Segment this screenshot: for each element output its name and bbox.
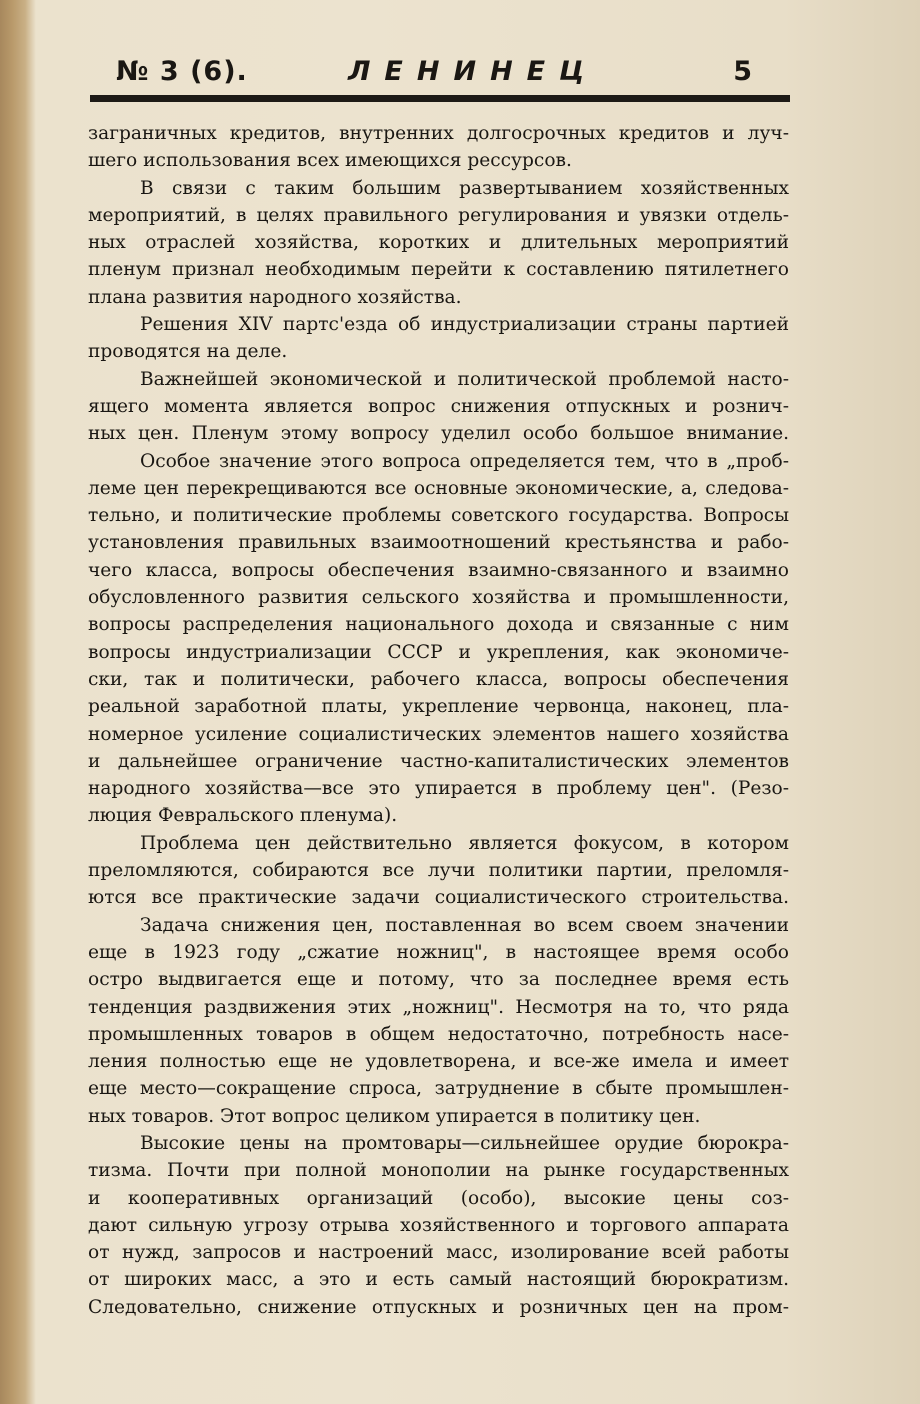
- text-line: Важнейшей экономической и политической проблемой насто-: [140, 368, 789, 390]
- text-line: ления полностью еще не удовлетворена, и все-же имела и имеет: [88, 1051, 789, 1073]
- periodical-title: ЛЕНИНЕЦ: [348, 56, 599, 87]
- text-line: шего использования всех имеющихся рессурсов.: [88, 150, 572, 172]
- article-body: [88, 120, 789, 1321]
- text-line: вопросы распределения национального дохода и связанные с ним: [88, 614, 789, 636]
- text-line: ных товаров. Этот вопрос целиком упирается в политику цен.: [88, 1105, 701, 1127]
- text-line: проводятся на деле.: [88, 341, 288, 363]
- text-line: люция Февральского пленума).: [88, 805, 398, 827]
- text-line: еще место—сокращение спроса, затруднение в сбыте промышлен-: [88, 1078, 789, 1100]
- header-rule: [90, 95, 790, 102]
- text-line: пленум признал необходимым перейти к составлению пятилетнего: [88, 259, 789, 281]
- text-line: от нужд, запросов и настроений масс, изолирование всей работы: [88, 1242, 789, 1264]
- text-line: заграничных кредитов, внутренних долгосрочных кредитов и луч-: [88, 123, 789, 144]
- text-line: мероприятий, в целях правильного регулирования и увязки отдель-: [88, 204, 789, 226]
- text-line: и кооперативных организаций (особо), высокие цены соз-: [88, 1187, 789, 1209]
- text-line: номерное усиление социалистических элементов нашего хозяйства: [88, 723, 789, 745]
- text-line: ных цен. Пленум этому вопросу уделил особо большое внимание.: [88, 423, 789, 445]
- text-line: тизма. Почти при полной монополии на рынке государственных: [88, 1160, 789, 1182]
- page-binding-edge: [0, 0, 36, 1404]
- text-line: и дальнейшее ограничение частно-капиталистических элементов: [88, 750, 789, 772]
- text-line: еще в 1923 году „сжатие ножниц", в настоящее время особо: [88, 941, 789, 963]
- text-line: вопросы индустриализации СССР и укрепления, как экономиче-: [88, 641, 789, 663]
- text-line: Проблема цен действительно является фокусом, в котором: [140, 832, 789, 854]
- text-line: Высокие цены на промтовары—сильнейшее орудие бюрокра-: [140, 1132, 789, 1154]
- text-line: ных отраслей хозяйства, коротких и длительных мероприятий: [88, 232, 789, 254]
- text-line: обусловленного развития сельского хозяйства и промышленности,: [88, 587, 789, 609]
- issue-number: № 3 (6).: [116, 56, 248, 87]
- text-line: остро выдвигается еще и потому, что за последнее время есть: [88, 969, 789, 991]
- text-line: установления правильных взаимоотношений крестьянства и рабо-: [88, 532, 789, 554]
- text-line: леме цен перекрещиваются все основные экономические, а, следова-: [88, 477, 789, 499]
- text-line: Особое значение этого вопроса определяется тем, что в „проб-: [140, 450, 789, 472]
- text-line: от широких масс, а это и есть самый настоящий бюрократизм.: [88, 1269, 789, 1291]
- text-line: Решения XIV партс'езда об индустриализации страны партией: [140, 314, 789, 336]
- page-number: 5: [733, 56, 752, 87]
- text-line: реальной заработной платы, укрепление червонца, наконец, пла-: [88, 696, 789, 718]
- text-line: преломляются, собираются все лучи политики партии, преломля-: [88, 860, 789, 882]
- text-line: плана развития народного хозяйства.: [88, 286, 462, 308]
- running-header: [90, 52, 790, 98]
- text-line: ски, так и политически, рабочего класса, вопросы обеспечения: [88, 668, 789, 690]
- text-line: дают сильную угрозу отрыва хозяйственного и торгового аппарата: [88, 1214, 789, 1236]
- text-line: В связи с таким большим развертыванием хозяйственных: [140, 177, 789, 199]
- text-line: промышленных товаров в общем недостаточно, потребность насе-: [88, 1023, 789, 1045]
- text-line: Задача снижения цен, поставленная во всем своем значении: [140, 914, 789, 936]
- text-line: народного хозяйства—все это упирается в проблему цен". (Резо-: [88, 778, 789, 800]
- text-line: ящего момента является вопрос снижения отпускных и рознич-: [88, 395, 789, 417]
- text-line: тенденция раздвижения этих „ножниц". Несмотря на то, что ряда: [88, 996, 789, 1018]
- text-line: ются все практические задачи социалистического строительства.: [88, 887, 789, 909]
- text-line: тельно, и политические проблемы советского государства. Вопросы: [88, 505, 789, 527]
- text-line: чего класса, вопросы обеспечения взаимно-связанного и взаимно: [88, 559, 789, 581]
- text-line: Следовательно, снижение отпускных и розничных цен на пром-: [88, 1296, 789, 1318]
